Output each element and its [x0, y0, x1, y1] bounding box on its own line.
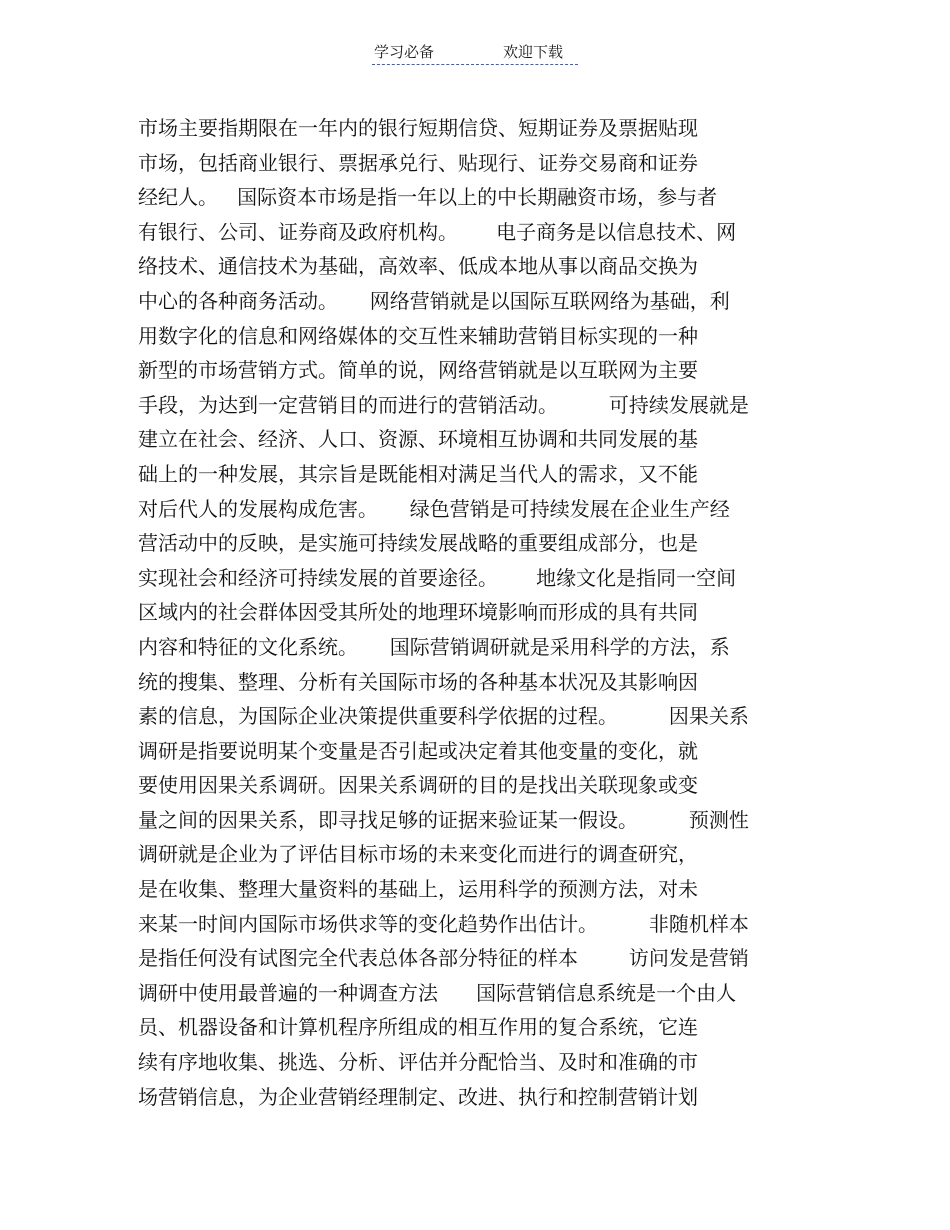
document-body [138, 111, 818, 1114]
text-line: 调研是指要说明某个变量是否引起或决定着其他变量的变化，就 [138, 738, 698, 763]
text-line: 对后代人的发展构成危害。 绿色营销是可持续发展在企业生产经 [138, 496, 730, 521]
text-line: 新型的市场营销方式。简单的说，网络营销就是以互联网为主要 [138, 358, 698, 383]
text-line: 有银行、公司、证券商及政府机构。 电子商务是以信息技术、网 [138, 219, 737, 244]
text-line: 中心的各种商务活动。 网络营销就是以国际互联网络为基础，利 [138, 288, 730, 313]
text-line: 调研中使用最普遍的一种调查方法 国际营销信息系统是一个由人 [138, 980, 737, 1005]
text-line: 经纪人。 国际资本市场是指一年以上的中长期融资市场，参与者 [138, 185, 718, 210]
text-line: 是指任何没有试图完全代表总体各部分特征的样本 访问发是营销 [138, 946, 749, 971]
text-line: 统的搜集、整理、分析有关国际市场的各种基本状况及其影响因 [138, 669, 698, 694]
text-line: 内容和特征的文化系统。 国际营销调研就是采用科学的方法，系 [138, 634, 730, 659]
text-line: 营活动中的反映，是实施可持续发展战略的重要组成部分，也是 [138, 531, 698, 556]
page-header [372, 42, 578, 65]
text-line: 是在收集、整理大量资料的基础上，运用科学的预测方法，对未 [138, 877, 698, 902]
text-line: 场营销信息，为企业营销经理制定、改进、执行和控制营销计划 [138, 1084, 698, 1109]
text-line: 员、机器设备和计算机程序所组成的相互作用的复合系统，它连 [138, 1015, 698, 1040]
text-line: 用数字化的信息和网络媒体的交互性来辅助营销目标实现的一种 [138, 323, 698, 348]
text-line: 调研就是企业为了评估目标市场的未来变化而进行的调查研究， [138, 842, 698, 867]
text-line: 区域内的社会群体因受其所处的地理环境影响而形成的具有共同 [138, 600, 698, 625]
text-line: 础上的一种发展，其宗旨是既能相对满足当代人的需求，又不能 [138, 461, 698, 486]
text-line: 素的信息，为国际企业决策提供重要科学依据的过程。 因果关系 [138, 704, 749, 729]
header-right-text: 欢迎下载 [503, 43, 564, 61]
text-line: 络技术、通信技术为基础，高效率、低成本地从事以商品交换为 [138, 254, 698, 279]
text-line: 续有序地收集、挑选、分析、评估并分配恰当、及时和准确的市 [138, 1050, 698, 1075]
text-line: 来某一时间内国际市场供求等的变化趋势作出估计。 非随机样本 [138, 911, 749, 936]
text-line: 市场，包括商业银行、票据承兑行、贴现行、证券交易商和证券 [138, 150, 698, 175]
text-line: 市场主要指期限在一年内的银行短期信贷、短期证券及票据贴现 [138, 116, 698, 140]
text-line: 手段，为达到一定营销目的而进行的营销活动。 可持续发展就是 [138, 392, 749, 417]
text-line: 量之间的因果关系，即寻找足够的证据来验证某一假设。 预测性 [138, 807, 749, 832]
text-line: 要使用因果关系调研。因果关系调研的目的是找出关联现象或变 [138, 773, 698, 798]
text-line: 建立在社会、经济、人口、资源、环境相互协调和共同发展的基 [138, 427, 698, 452]
text-line: 实现社会和经济可持续发展的首要途径。 地缘文化是指同一空间 [138, 565, 737, 590]
header-left-text: 学习必备 [374, 43, 435, 61]
